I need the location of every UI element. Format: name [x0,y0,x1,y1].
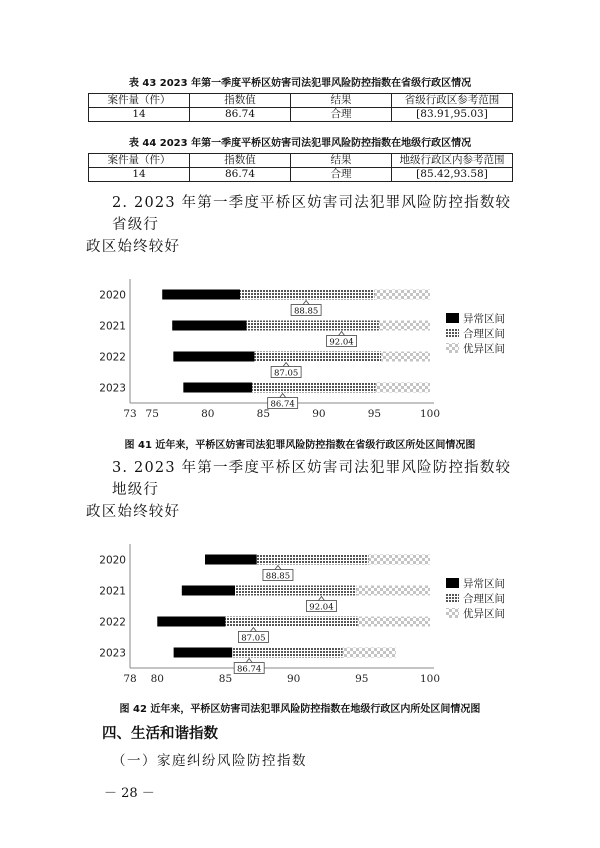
value-label: 92.04 [329,337,354,348]
value-label: 86.74 [270,399,295,410]
x-tick-label: 80 [150,673,164,685]
legend-label: 异常区间 [463,578,505,590]
table-row [89,168,513,182]
category-label: 2020 [99,289,126,302]
table-header-row [89,154,513,168]
legend-label: 优异区间 [463,608,505,620]
section3-heading [86,457,526,523]
bar-segment [174,648,233,658]
table-cell: 14 [89,108,190,122]
table-row [89,108,513,122]
x-tick-label: 90 [312,408,326,420]
table43 [88,93,513,122]
bar-segment [356,586,430,596]
value-label: 86.74 [237,664,262,675]
bar-segment [252,383,375,393]
category-label: 2021 [99,585,126,598]
bar-segment [232,648,342,658]
x-tick-label: 85 [218,673,233,685]
legend-label: 合理区间 [463,328,505,340]
legend-label: 优异区间 [463,343,505,355]
bar-segment [358,617,430,627]
callout-pointer [318,597,324,601]
table-header-cell: 指数值 [190,94,291,108]
callout-pointer [303,301,309,305]
table-cell: 86.74 [190,168,291,182]
legend-swatch [446,608,459,618]
bar-segment [235,586,356,596]
legend-label: 合理区间 [463,593,505,605]
legend-swatch [446,313,459,323]
legend-swatch [446,328,459,338]
bar-segment [257,555,369,565]
bar-segment [254,352,381,362]
bar-segment [182,586,235,596]
figure41-chart [80,275,520,425]
bar-segment [376,383,430,393]
callout-pointer [339,332,345,336]
bar-segment [240,290,374,300]
legend-swatch [446,593,459,603]
category-label: 2021 [99,320,126,333]
bar-segment [343,648,396,658]
value-label: 92.04 [309,602,334,613]
figure42-caption: 图 42 近年来，平桥区妨害司法犯罪风险防控指数在地级行政区内所处区间情况图 [119,704,481,715]
table-cell: 86.74 [190,108,291,122]
table44-caption: 表 44 2023 年第一季度平桥区妨害司法犯罪风险防控指数在地级行政区情况 [128,138,472,149]
table-header-cell: 结果 [291,94,392,108]
table-header-cell: 指数值 [190,154,291,168]
value-label: 87.05 [241,633,266,644]
category-label: 2022 [99,616,126,629]
x-tick-label: 90 [286,673,301,685]
section3-line1: 3. 2023 年第一季度平桥区妨害司法犯罪风险防控指数较地级行 [112,460,512,498]
category-label: 2020 [99,554,126,567]
x-tick-label: 85 [256,408,271,420]
figure41-caption: 图 41 近年来，平桥区妨害司法犯罪风险防控指数在省级行政区所处区间情况图 [124,440,476,451]
table-cell: 合理 [291,108,392,122]
legend-swatch [446,578,459,588]
table43-caption: 表 43 2023 年第一季度平桥区妨害司法犯罪风险防控指数在省级行政区情况 [128,78,472,89]
table-header-cell: 案件量（件） [89,94,190,108]
x-tick-label: 100 [419,673,441,685]
callout-pointer [250,628,256,632]
callout-pointer [283,363,289,367]
section3-line2: 政区始终较好 [86,504,181,520]
callout-pointer [246,659,252,663]
bar-segment [381,352,430,362]
section4-heading: 四、生活和谐指数 [102,726,218,742]
bar-segment [173,352,254,362]
table-cell: [85.42,93.58] [392,168,513,182]
table-header-cell: 案件量（件） [89,154,190,168]
category-label: 2023 [99,647,126,660]
x-tick-label: 95 [355,673,369,685]
table44 [88,153,513,182]
value-label: 88.85 [265,571,291,582]
bar-segment [225,617,357,627]
section2-line1: 2. 2023 年第一季度平桥区妨害司法犯罪风险防控指数较省级行 [112,195,512,233]
callout-pointer [275,566,281,570]
figure42-chart [80,540,520,690]
bar-segment [374,290,430,300]
bar-segment [162,290,240,300]
bar-segment [157,617,225,627]
x-tick-label: 95 [367,408,382,420]
callout-pointer [280,394,286,398]
bar-segment [205,555,257,565]
table-cell: 合理 [291,168,392,182]
x-tick-label: 73 [123,408,137,420]
bar-segment [183,383,252,393]
category-label: 2023 [99,382,126,395]
legend-swatch [446,343,459,353]
x-tick-label: 100 [419,408,441,420]
table-cell: 14 [89,168,190,182]
bar-segment [247,321,379,331]
section2-line2: 政区始终较好 [86,239,181,255]
table-header-cell: 省级行政区参考范围 [392,94,513,108]
table-header-cell: 地级行政区内参考范围 [392,154,513,168]
table-header-cell: 结果 [291,154,392,168]
value-label: 87.05 [273,368,299,379]
value-label: 88.85 [293,306,319,317]
category-label: 2022 [99,351,126,364]
x-tick-label: 78 [123,673,137,685]
x-tick-label: 75 [145,408,159,420]
bar-segment [379,321,430,331]
bar-segment [369,555,430,565]
table-cell: [83.91,95.03] [392,108,513,122]
page-number: － 28 － [104,786,155,801]
section2-heading [86,192,526,258]
bar-segment [172,321,246,331]
section4-1-heading: （一）家庭纠纷风险防控指数 [112,753,307,769]
x-tick-label: 80 [201,408,215,420]
table-header-row [89,94,513,108]
legend-label: 异常区间 [463,313,505,325]
